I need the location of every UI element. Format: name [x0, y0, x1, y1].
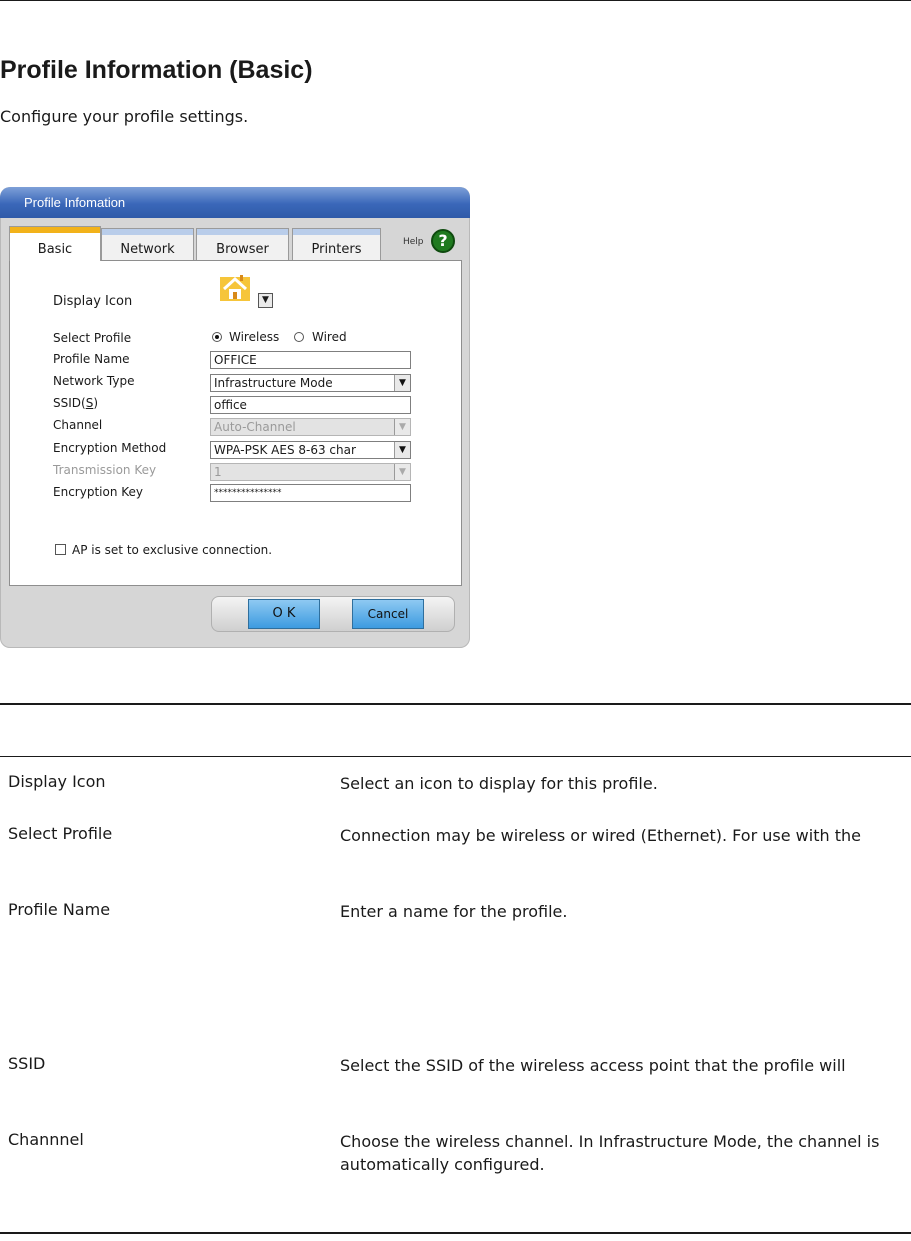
channel-value: Auto-Channel [214, 420, 296, 434]
chevron-down-icon: ▼ [394, 419, 410, 435]
exclusive-connection-checkbox[interactable] [55, 544, 66, 555]
table-row-desc: Select an icon to display for this profile. [340, 774, 658, 793]
display-icon-label: Display Icon [53, 294, 133, 309]
transmission-key-label: Transmission Key [53, 463, 157, 477]
wired-radio[interactable] [294, 332, 304, 342]
network-type-value: Infrastructure Mode [214, 376, 333, 390]
ssid-label: SSID(S) [53, 396, 99, 410]
channel-label: Channel [53, 418, 103, 432]
select-profile-label: Select Profile [53, 331, 132, 345]
tab-browser[interactable]: Browser [196, 228, 289, 261]
transmission-key-select [210, 463, 411, 481]
encryption-key-input[interactable]: *************** [210, 484, 411, 502]
table-row-term: Display Icon [8, 772, 106, 791]
table-header-rule [0, 756, 911, 757]
tab-basic[interactable]: Basic [9, 226, 101, 261]
profile-name-label: Profile Name [53, 352, 130, 366]
chevron-down-icon: ▼ [394, 464, 410, 480]
table-row-desc: Enter a name for the profile. [340, 902, 568, 921]
question-icon[interactable]: ? [431, 229, 455, 253]
page-subtitle: Configure your profile settings. [0, 107, 249, 126]
table-row-desc: Select the SSID of the wireless access point that the profile will [340, 1056, 846, 1075]
network-type-select[interactable] [210, 374, 411, 392]
table-row-term: SSID [8, 1054, 46, 1073]
table-row-desc: Connection may be wireless or wired (Ethernet). For use with the [340, 826, 861, 845]
table-row-term: Channnel [8, 1130, 84, 1149]
table-top-rule [0, 703, 911, 705]
tab-printers[interactable]: Printers [292, 228, 381, 261]
encryption-key-label: Encryption Key [53, 485, 143, 499]
table-row-term: Profile Name [8, 900, 111, 919]
wireless-radio-label: Wireless [229, 330, 280, 344]
help-label: Help [403, 237, 424, 247]
dialog-title: Profile Infomation [24, 195, 126, 210]
cancel-button[interactable]: Cancel [352, 599, 424, 629]
exclusive-connection-label: AP is set to exclusive connection. [72, 543, 273, 557]
wired-radio-label: Wired [312, 330, 347, 344]
transmission-key-value: 1 [214, 465, 222, 479]
table-row-desc: Choose the wireless channel. In Infrastructure Mode, the channel is automatically configured. [340, 1132, 880, 1174]
chevron-down-icon[interactable]: ▼ [394, 442, 410, 458]
chevron-down-icon[interactable]: ▼ [394, 375, 410, 391]
table-bottom-rule [0, 1232, 911, 1234]
house-icon[interactable] [220, 273, 256, 303]
channel-select [210, 418, 411, 436]
encryption-method-select[interactable] [210, 441, 411, 459]
basic-panel [9, 260, 462, 586]
network-type-label: Network Type [53, 374, 135, 388]
dialog-titlebar [0, 187, 470, 218]
encryption-method-value: WPA-PSK AES 8-63 char [214, 443, 356, 457]
table-row-term: Select Profile [8, 824, 113, 843]
ok-button[interactable]: O K [248, 599, 320, 629]
top-rule [0, 0, 911, 1]
page-title: Profile Information (Basic) [0, 56, 313, 84]
profile-name-input[interactable]: OFFICE [210, 351, 411, 369]
icon-dropdown-button[interactable]: ▼ [258, 293, 273, 308]
ssid-input[interactable]: office [210, 396, 411, 414]
wireless-radio[interactable] [212, 332, 222, 342]
encryption-method-label: Encryption Method [53, 441, 167, 455]
tab-network[interactable]: Network [101, 228, 194, 261]
